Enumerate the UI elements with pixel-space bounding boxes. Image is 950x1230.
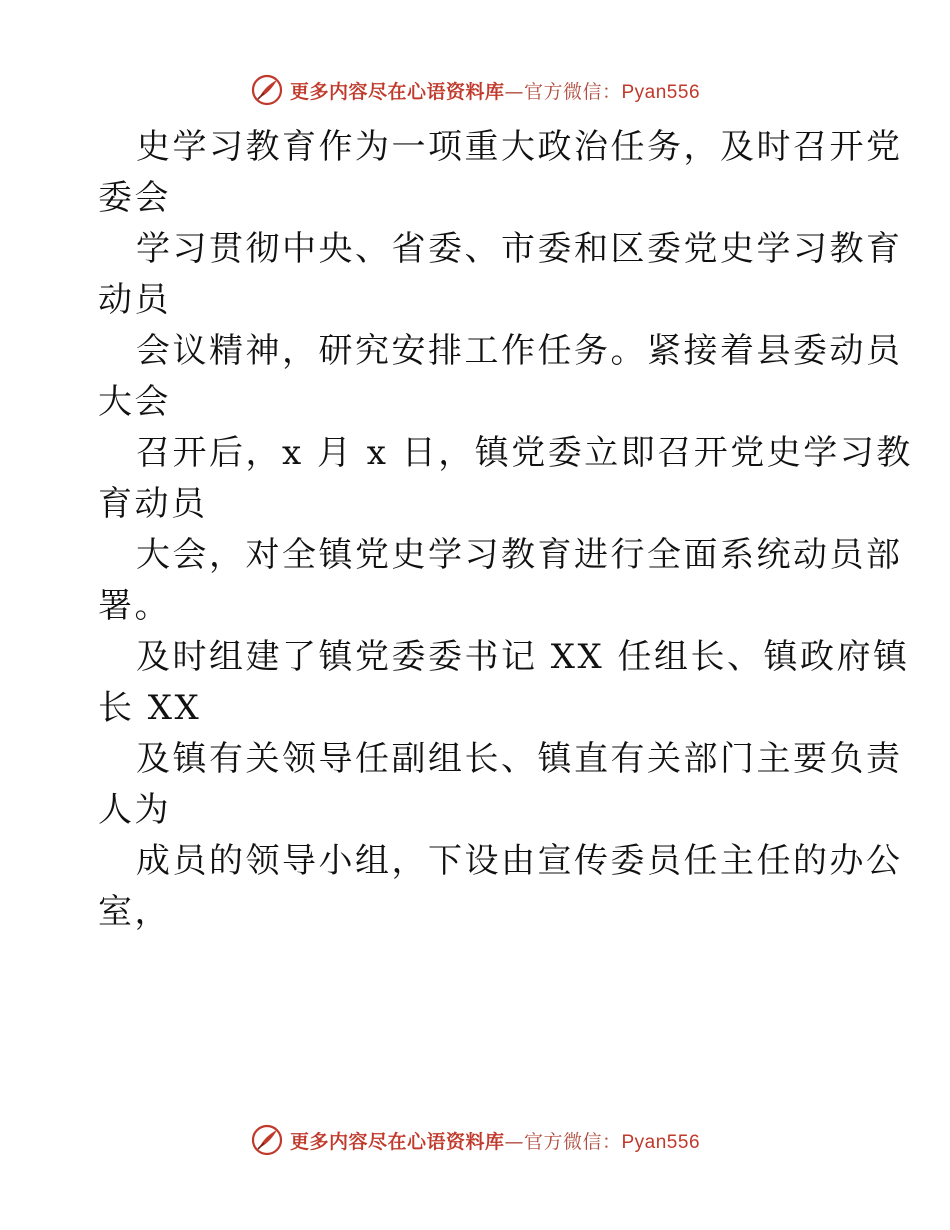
body-line: 及时组建了镇党委委书记 XX 任组长、镇政府镇 [136, 637, 910, 677]
body-line: 署。 [98, 586, 171, 626]
watermark-wechat-label: 官方微信： [523, 80, 622, 103]
body-line: 室， [98, 892, 171, 932]
watermark-dash: — [504, 80, 524, 103]
quill-logo-icon [250, 73, 284, 107]
watermark-wechat-account: Pyan556 [621, 1131, 701, 1153]
watermark-wechat-account: Pyan556 [621, 81, 701, 103]
watermark-site-name: 更多内容尽在心语资料库 [289, 1130, 505, 1153]
watermark-wechat-label: 官方微信： [523, 1130, 622, 1153]
body-line: 大会，对全镇党史学习教育进行全面系统动员部 [136, 535, 903, 575]
body-line: 史学习教育作为一项重大政治任务，及时召开党 [136, 127, 903, 167]
body-line: 会议精神，研究安排工作任务。紧接着县委动员 [136, 331, 903, 371]
body-line: 动员 [98, 280, 171, 320]
body-line: 成员的领导小组，下设由宣传委员任主任的办公 [136, 841, 903, 881]
watermark-text [290, 1127, 700, 1154]
body-line: 及镇有关领导任副组长、镇直有关部门主要负责 [136, 739, 903, 779]
body-line: 学习贯彻中央、省委、市委和区委党史学习教育 [136, 229, 903, 269]
watermark-text [290, 77, 700, 104]
header-watermark-banner [0, 70, 950, 110]
body-line: 人为 [98, 790, 171, 830]
footer-watermark-banner [0, 1120, 950, 1160]
watermark-dash: — [504, 1130, 524, 1153]
body-line: 育动员 [98, 484, 208, 524]
body-line: 委会 [98, 178, 171, 218]
body-line: 召开后，x 月 x 日，镇党委立即召开党史学习教 [136, 433, 913, 473]
watermark-site-name: 更多内容尽在心语资料库 [289, 80, 505, 103]
quill-logo-icon [250, 1123, 284, 1157]
body-line: 长 XX [98, 688, 202, 728]
body-line: 大会 [98, 382, 171, 422]
document-body [98, 122, 913, 938]
